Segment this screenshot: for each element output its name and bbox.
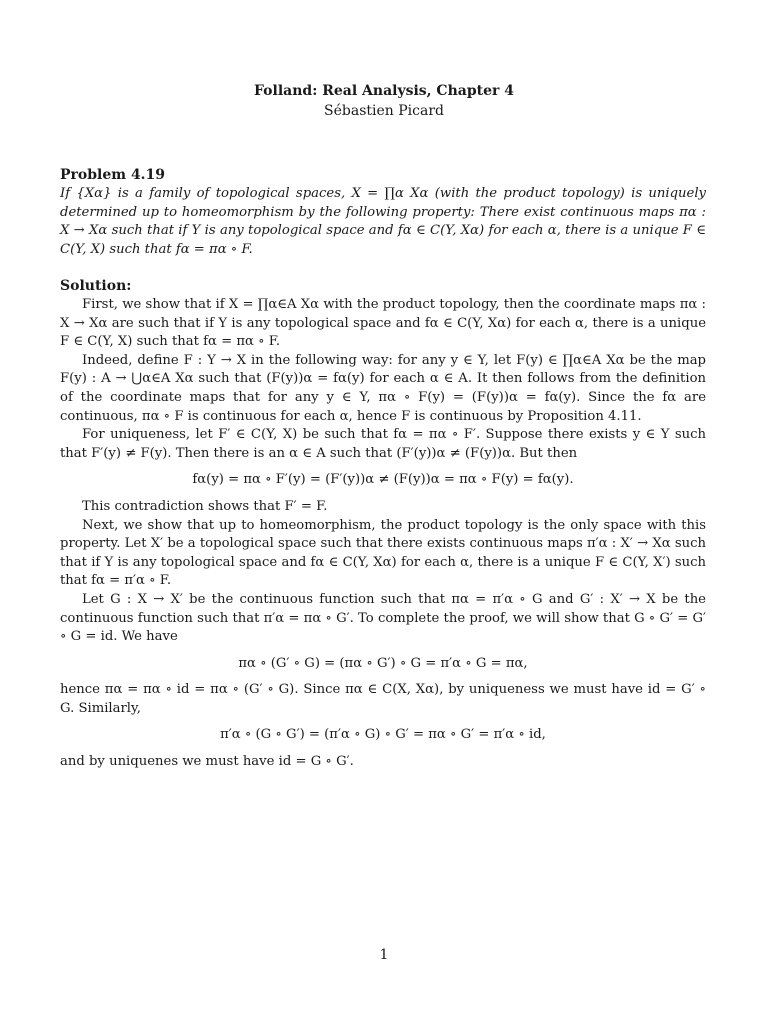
solution-paragraph: For uniqueness, let F′ ∈ C(Y, X) be such that fα = πα ∘ F′. Suppose there exists y ∈ Y such that F′(y) ≠ F(y). Then there is an α ∈ A such that (F′(y))α ≠ (F(y))α. But then — [60, 427, 706, 461]
document-title: Folland: Real Analysis, Chapter 4 — [254, 83, 514, 99]
solution-section — [60, 276, 706, 772]
problem-heading: Problem 4.19 — [60, 167, 166, 183]
equation-contradiction: fα(y) = πα ∘ F′(y) = (F′(y))α ≠ (F(y))α = πα ∘ F(y) = fα(y). — [192, 472, 574, 488]
page-number: 1 — [379, 947, 389, 963]
solution-paragraph: and by uniquenes we must have id = G ∘ G′. — [60, 754, 354, 770]
author-name: Sébastien Picard — [324, 103, 444, 119]
solution-paragraph: Next, we show that up to homeomorphism, the product topology is the only space with this property. Let X′ be a topological space such that there exists continuous maps π′α : X′ → Xα such that if Y is any topological space and fα ∈ C(Y, Xα) for each α, there is a unique F ∈ C(Y, X′) such that fα = π′α ∘ F. — [60, 517, 706, 589]
problem-statement: If {Xα} is a family of topological spaces, X = ∏α Xα (with the product topology) is uniquely determined up to homeomorphism by the following property: There exist continuous maps πα : X → Xα such that if Y is any topological space and fα ∈ C(Y, Xα) for each α, there is a unique F ∈ C(Y, X) such that fα = πα ∘ F. — [60, 186, 706, 257]
problem-section — [60, 165, 706, 259]
header — [0, 82, 768, 121]
solution-paragraph: First, we show that if X = ∏α∈A Xα with the product topology, then the coordinate maps πα : X → Xα are such that if Y is any topological space and fα ∈ C(Y, Xα) for each α, there is a unique F ∈ C(Y, X) such that fα = πα ∘ F. — [60, 297, 706, 350]
solution-paragraph: hence πα = πα ∘ id = πα ∘ (G′ ∘ G). Since πα ∈ C(X, Xα), by uniqueness we must have id = G′ ∘ G. Similarly, — [60, 682, 706, 716]
solution-paragraph: Indeed, define F : Y → X in the following way: for any y ∈ Y, let F(y) ∈ ∏α∈A Xα be the map F(y) : A → ⋃α∈A Xα such that (F(y))α = fα(y) for each α ∈ A. It then follows from the definition of the coordinate maps that for any y ∈ Y, πα ∘ F(y) = (F(y))α = fα(y). Since the fα are continuous, πα ∘ F is continuous for each α, hence F is continuous by Proposition 4.11. — [60, 352, 706, 424]
solution-paragraph: Let G : X → X′ be the continuous function such that πα = π′α ∘ G and G′ : X′ → X be the continuous function such that π′α = πα ∘ G′. To complete the proof, we will show that G ∘ G′ = G′ ∘ G = id. We have — [60, 591, 706, 645]
solution-heading: Solution: — [60, 278, 132, 294]
equation-composition-2: π′α ∘ (G ∘ G′) = (π′α ∘ G) ∘ G′ = πα ∘ G′ = π′α ∘ id, — [220, 727, 546, 743]
equation-composition-1: πα ∘ (G′ ∘ G) = (πα ∘ G′) ∘ G = π′α ∘ G = πα, — [238, 655, 528, 671]
solution-paragraph: This contradiction shows that F′ = F. — [82, 498, 328, 514]
